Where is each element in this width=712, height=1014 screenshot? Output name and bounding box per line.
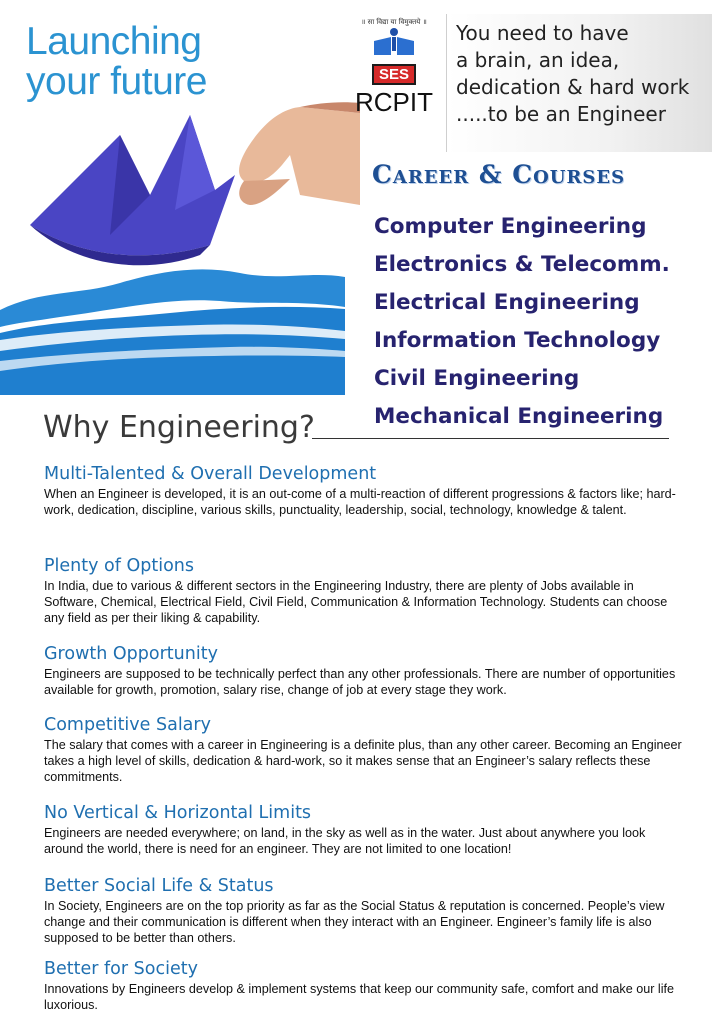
- reason-body: In India, due to various & different sectors in the Engineering Industry, there are plenty of Jobs available in Software, Chemical, Electrical Field, Civil Field, Communication & Information Technology. Students can choose any field as per their liking & capability.: [44, 579, 668, 625]
- reason-section: [44, 957, 684, 1014]
- tagline-line: dedication & hard work: [456, 75, 690, 99]
- reason-body: In Society, Engineers are on the top priority as far as the Social Status & reputation is concerned. People’s view change and their communication is different when they interact with an Engineer. Engineer’s family life is also supposed to be better than others.: [44, 899, 665, 945]
- course-item: Electrical Engineering: [374, 290, 640, 315]
- course-list: [374, 208, 670, 436]
- tagline-line: You need to have: [456, 21, 629, 45]
- reason-title: Better for Society: [44, 959, 198, 979]
- hero-title-line-2: your future: [26, 60, 207, 103]
- reason-body: The salary that comes with a career in Engineering is a definite plus, than any other career. Becoming an Engineer takes a high level of skills, dedication & hard-work, so it makes sense that an Engineer’s salary reflects these commitments.: [44, 738, 682, 784]
- reason-title: No Vertical & Horizontal Limits: [44, 803, 312, 823]
- courses-heading: Career & Courses: [372, 160, 626, 189]
- reason-body: Engineers are supposed to be technically perfect than any other professionals. There are number of opportunities available for growth, promotion, salary rise, change of job at every stage they work.: [44, 667, 676, 697]
- book-emblem-icon: [371, 27, 417, 57]
- course-item: Civil Engineering: [374, 366, 580, 391]
- tagline-line: a brain, an idea,: [456, 48, 620, 72]
- reason-section: [44, 874, 684, 946]
- reason-body: Engineers are needed everywhere; on land, in the sky as well as in the water. Just about anywhere you look around the world, there is need for an engineer. They are not limited to one location!: [44, 826, 646, 856]
- reason-title: Growth Opportunity: [44, 644, 218, 664]
- heading-underline: [312, 438, 669, 439]
- wave-illustration: [0, 269, 345, 395]
- hand-boat-illustration: [0, 95, 360, 395]
- tagline: [456, 20, 689, 128]
- reason-section: [44, 554, 684, 626]
- college-name: RCPIT: [355, 87, 433, 117]
- why-engineering-heading: Why Engineering?: [43, 410, 315, 445]
- reason-body: Innovations by Engineers develop & implement systems that keep our community safe, comfort and make our life luxorious.: [44, 982, 674, 1012]
- course-item: Mechanical Engineering: [374, 404, 664, 429]
- reason-title: Multi-Talented & Overall Development: [44, 464, 377, 484]
- course-item: Computer Engineering: [374, 214, 647, 239]
- reason-section: [44, 801, 684, 858]
- reason-body: When an Engineer is developed, it is an out-come of a multi-reaction of different progressions & factors like; hard-work, dedication, discipline, various skills, punctuality, leadership, social, technology, knowledge & talent.: [44, 487, 676, 517]
- reason-title: Competitive Salary: [44, 715, 211, 735]
- hero-title: [26, 22, 207, 102]
- course-item: Electronics & Telecomm.: [374, 252, 670, 277]
- reason-section: [44, 713, 684, 785]
- reason-title: Plenty of Options: [44, 556, 195, 576]
- paper-boat-illustration: [30, 115, 235, 265]
- hero-title-line-1: Launching: [26, 20, 202, 63]
- reason-title: Better Social Life & Status: [44, 876, 274, 896]
- tagline-line: .....to be an Engineer: [456, 102, 666, 126]
- reason-section: [44, 462, 684, 519]
- logo-badge: SES: [372, 64, 416, 85]
- college-logo: [354, 18, 434, 118]
- reason-section: [44, 642, 684, 699]
- logo-motto: ॥ सा विद्या या विमुक्तये ॥: [361, 18, 427, 26]
- hand-illustration: [239, 102, 360, 205]
- course-item: Information Technology: [374, 328, 661, 353]
